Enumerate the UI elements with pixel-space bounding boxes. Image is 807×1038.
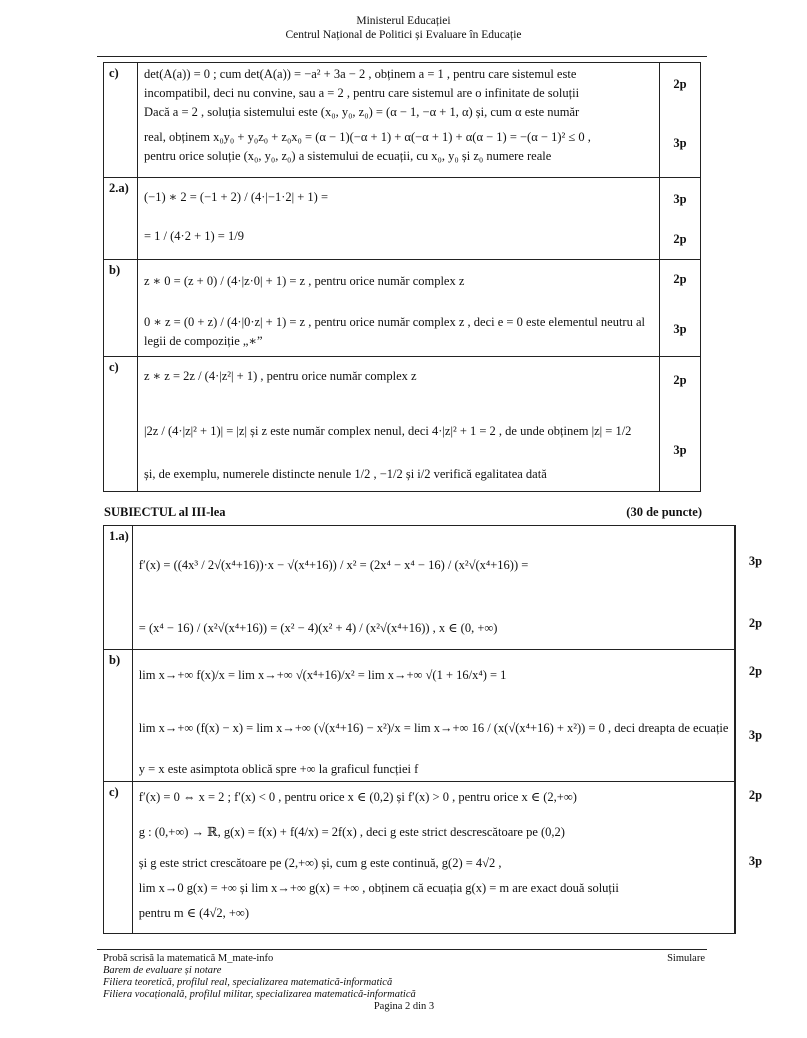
solution-line: pentru m ∈ (4√2, +∞) (138, 906, 249, 920)
header-center: Centrul Național de Politici și Evaluare în Educație (285, 29, 522, 41)
points-value: 2p (748, 664, 763, 678)
points-value: 2p (673, 77, 687, 91)
solution-line: f′(x) = ((4x³ / 2√(x⁴+16))·x − √(x⁴+16)) / x² = (2x⁴ − x⁴ − 16) / (x²√(x⁴+16)) = (138, 558, 529, 572)
item-solution (138, 357, 660, 492)
item-solution (132, 650, 735, 782)
table-row (104, 782, 736, 934)
solution-line: det(A(a)) = 0 ; cum det(A(a)) = −a² + 3a − 2 , obținem a = 1 , pentru care sistemul este (144, 67, 577, 81)
header-ministry: Ministerul Educației (356, 15, 451, 27)
item-label: b) (104, 260, 138, 357)
page-header (0, 14, 807, 42)
item-solution (138, 63, 660, 178)
item-label: b) (104, 650, 133, 782)
solution-line: legii de compoziție „∗” (144, 334, 263, 348)
solution-line: lim x→0 g(x) = +∞ și lim x→+∞ g(x) = +∞ , obținem că ecuația g(x) = m are exact două soluții (138, 881, 619, 895)
table-row (104, 63, 701, 178)
subject-title: SUBIECTUL al III-lea (104, 505, 226, 519)
points-value: 3p (673, 136, 687, 150)
points-value: 3p (673, 322, 687, 336)
item-label: 2.a) (104, 178, 138, 260)
solution-line: 0 ∗ z = (0 + z) / (4·|0·z| + 1) = z , pentru orice număr complex z , deci e = 0 este elementul neutru al (144, 315, 645, 329)
points-value: 2p (748, 788, 763, 802)
grading-table-subject-2 (103, 62, 701, 492)
subject-heading (104, 505, 702, 520)
footer-track-theoretical: Filiera teoretică, profilul real, specializarea matematică-informatică (103, 977, 393, 988)
points-value: 2p (748, 616, 763, 630)
table-row (104, 526, 736, 650)
points-value: 2p (673, 232, 687, 246)
header-rule (97, 56, 707, 57)
item-points (660, 178, 701, 260)
points-value: 3p (673, 192, 687, 206)
solution-line: Dacă a = 2 , soluția sistemului este (x₀, y₀, z₀) = (α − 1, −α + 1, α) și, cum α este număr (144, 105, 580, 119)
item-label: c) (104, 357, 138, 492)
item-points (660, 63, 701, 178)
footer-rule (97, 949, 707, 950)
solution-line: real, obținem x₀y₀ + y₀z₀ + z₀x₀ = (α − 1)(−α + 1) + α(−α + 1) + α(α − 1) = −(α − 1)² ≤ 0 , (144, 130, 591, 144)
item-solution (132, 782, 735, 934)
item-solution (138, 178, 660, 260)
points-value: 3p (748, 554, 763, 568)
item-label: c) (104, 782, 133, 934)
points-value: 2p (673, 373, 687, 387)
item-points (735, 650, 763, 782)
item-points (735, 782, 763, 934)
table-row (104, 178, 701, 260)
page-footer (103, 953, 705, 1013)
subject-points: (30 de puncte) (626, 505, 702, 519)
item-label: c) (104, 63, 138, 178)
item-label: 1.a) (104, 526, 133, 650)
solution-line: z ∗ 0 = (z + 0) / (4·|z·0| + 1) = z , pentru orice număr complex z (144, 274, 465, 288)
solution-line: g : (0,+∞) → ℝ, g(x) = f(x) + f(4/x) = 2f(x) , deci g este strict descrescătoare pe (0,2) (138, 825, 565, 839)
solution-line: și g este strict crescătoare pe (2,+∞) și, cum g este continuă, g(2) = 4√2 , (138, 856, 502, 870)
solution-line: z ∗ z = 2z / (4·|z²| + 1) , pentru orice număr complex z (144, 369, 417, 383)
table-row (104, 260, 701, 357)
solution-line: lim x→+∞ f(x)/x = lim x→+∞ √(x⁴+16)/x² = lim x→+∞ √(1 + 16/x⁴) = 1 (138, 668, 507, 682)
solution-line: și, de exemplu, numerele distincte nenule 1/2 , −1/2 și i/2 verifică egalitatea dată (144, 467, 547, 481)
item-points (735, 526, 763, 650)
solution-line: |2z / (4·|z|² + 1)| = |z| și z este număr complex nenul, deci 4·|z|² + 1 = 2 , de unde obținem |z| = 1/2 (144, 424, 632, 438)
footer-simulation: Simulare (667, 953, 705, 964)
points-value: 3p (748, 854, 763, 868)
points-value: 2p (673, 272, 687, 286)
solution-line: incompatibil, deci nu convine, sau a = 2 , pentru care sistemul are o infinitate de soluții (144, 86, 580, 100)
points-value: 3p (673, 443, 687, 457)
table-row (104, 357, 701, 492)
solution-line: (−1) ∗ 2 = (−1 + 2) / (4·|−1·2| + 1) = (144, 190, 328, 204)
footer-scheme: Barem de evaluare și notare (103, 965, 222, 976)
item-points (660, 357, 701, 492)
solution-line: f′(x) = 0 ⇔ x = 2 ; f′(x) < 0 , pentru orice x ∈ (0,2) și f′(x) > 0 , pentru orice x ∈ (2,+∞) (138, 790, 577, 804)
solution-line: pentru orice soluție (x₀, y₀, z₀) a sistemului de ecuații, cu x₀, y₀ și z₀ numere reale (144, 149, 552, 163)
solution-line: y = x este asimptota oblică spre +∞ la graficul funcției f (138, 762, 419, 776)
item-solution (138, 260, 660, 357)
page-number: Pagina 2 din 3 (373, 1001, 435, 1012)
item-points (660, 260, 701, 357)
footer-exam: Probă scrisă la matematică M_mate-info (103, 953, 274, 964)
grading-table-subject-3 (103, 525, 763, 934)
solution-line: = 1 / (4·2 + 1) = 1/9 (144, 229, 244, 243)
item-solution (132, 526, 735, 650)
table-row (104, 650, 736, 782)
footer-track-vocational: Filiera vocațională, profilul militar, specializarea matematică-informatică (103, 989, 416, 1000)
solution-line: lim x→+∞ (f(x) − x) = lim x→+∞ (√(x⁴+16) − x²)/x = lim x→+∞ 16 / (x(√(x⁴+16) + x²)) = 0 , deci dreapta de ecuație (138, 721, 729, 735)
solution-line: = (x⁴ − 16) / (x²√(x⁴+16)) = (x² − 4)(x² + 4) / (x²√(x⁴+16)) , x ∈ (0, +∞) (138, 621, 498, 635)
points-value: 3p (748, 728, 763, 742)
